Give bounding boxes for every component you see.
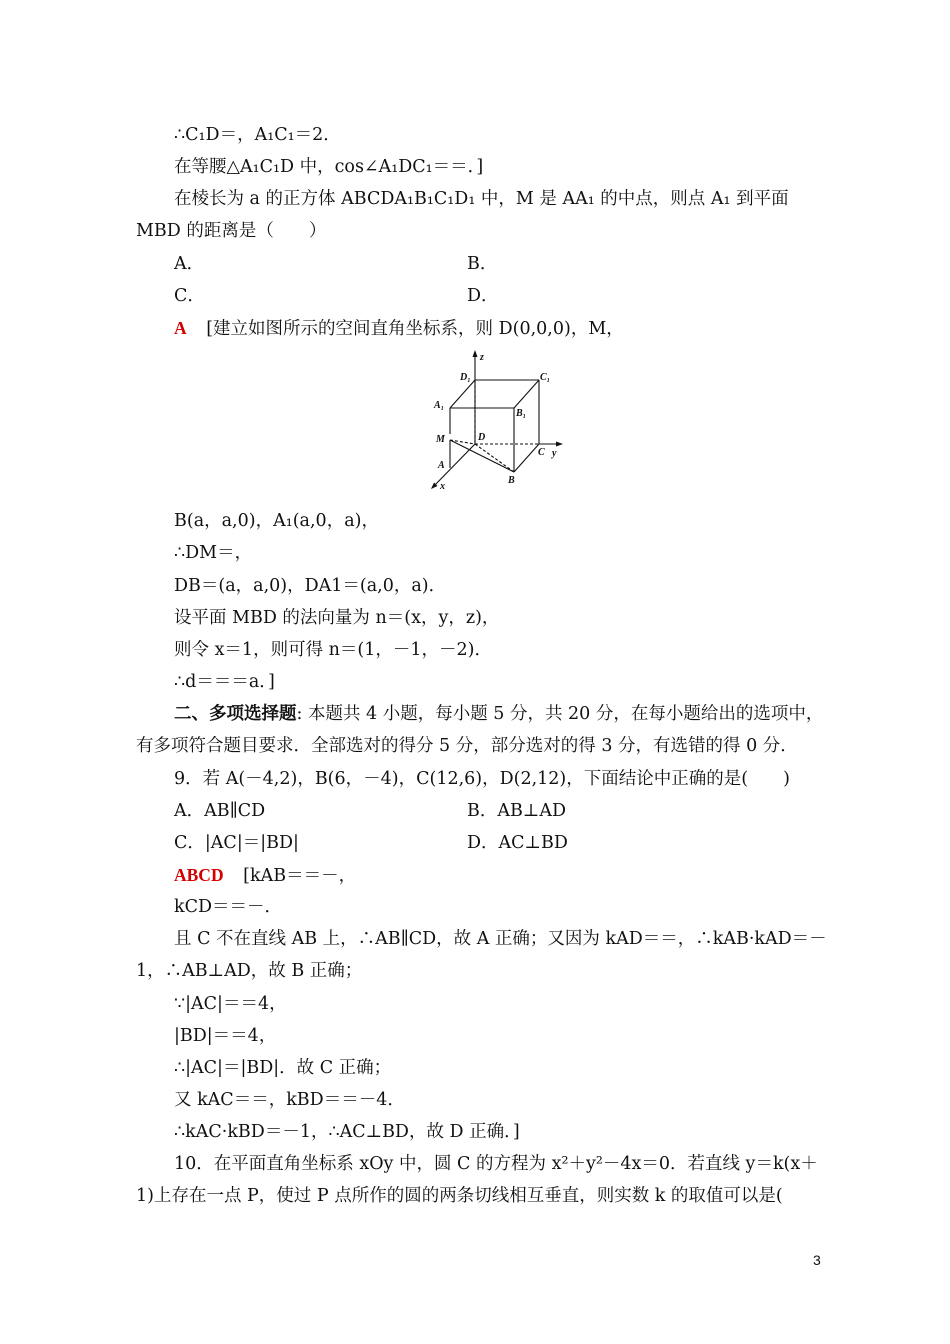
q9-option-b: B．AB⊥AD — [467, 801, 566, 821]
vertex-label-m: M — [436, 434, 445, 445]
q9-stem: 9．若 A(－4,2)，B(6，－4)，C(12,6)，D(2,12)，下面结论中正确的是( ) — [174, 769, 790, 789]
axis-label-x: x — [440, 481, 445, 490]
q8-stem-text-1: 在棱长为 a 的正方体 ABCDA₁B₁C₁D₁ 中，M 是 AA₁ 的中点，则点 A₁ 到平面 — [174, 189, 789, 209]
q8-option-d: D． — [467, 286, 499, 306]
q9-solution-line-9: ∴kAC·kBD＝－1，∴AC⊥BD，故 D 正确．] — [174, 1122, 520, 1142]
q10-stem-line-1: 10．在平面直角坐标系 xOy 中，圆 C 的方程为 x²＋y²－4x＝0．若直线 y＝k(x＋ — [174, 1154, 818, 1174]
section2-header-line-1 — [174, 703, 823, 725]
q9-solution-line-6: |BD|＝＝4， — [174, 1026, 277, 1046]
vertex-label-c: C — [538, 447, 545, 458]
q8-option-a: A． — [174, 254, 205, 274]
axis-label-y: y — [552, 448, 557, 459]
q10-stem-line-2: 1)上存在一点 P，使过 P 点所作的圆的两条切线相互垂直，则实数 k 的取值可以是( — [136, 1186, 783, 1206]
page-number: 3 — [813, 1252, 821, 1268]
q9-solution-line-8: 又 kAC＝＝，kBD＝＝－4． — [174, 1090, 405, 1110]
vertex-label-c1: C₁ — [540, 372, 551, 383]
q8-option-b: B． — [467, 254, 498, 274]
q9-answer-line — [174, 864, 356, 887]
vertex-label-d: D — [478, 432, 486, 443]
vertex-label-a: A — [438, 460, 445, 471]
q9-solution-line-7: ∴|AC|＝|BD|．故 C 正确； — [174, 1058, 392, 1078]
q9-option-c: C．|AC|＝|BD| — [174, 833, 299, 853]
q8-answer: A — [174, 318, 187, 338]
vertex-label-b1: B₁ — [516, 408, 527, 419]
q8-solution-line-2: B(a，a,0)，A₁(a,0，a)， — [174, 511, 379, 531]
vertex-label-b: B — [508, 475, 515, 486]
section2-description-2: 有多项符合题目要求．全部选对的得分 5 分，部分选对的得 3 分，有选错的得 0 分． — [136, 736, 798, 756]
q8-option-c: C． — [174, 286, 205, 306]
q8-solution-line-5: 设平面 MBD 的法向量为 n＝(x，y，z)， — [174, 608, 500, 628]
q8-solution-line-1: [建立如图所示的空间直角坐标系，则 D(0,0,0)，M， — [206, 319, 624, 339]
q9-answer: ABCD — [174, 865, 224, 885]
q9-solution-line-2: kCD＝＝－． — [174, 897, 283, 917]
q7-solution-line-1: ∴C₁D＝，A₁C₁＝2． — [174, 125, 341, 145]
q8-solution-line-7: ∴d＝＝＝a．] — [174, 672, 275, 692]
q9-option-a: A．AB∥CD — [174, 801, 266, 821]
q9-solution-line-3: 且 C 不在直线 AB 上，∴AB∥CD，故 A 正确；又因为 kAD＝＝，∴kAB·kAD＝－ — [174, 929, 827, 949]
cube-coordinate-figure — [430, 350, 570, 490]
q8-stem-line-2: MBD 的距离是（ ） — [136, 221, 327, 241]
q9-solution-line-1: [kAB＝＝－， — [243, 866, 357, 886]
q8-solution-line-6: 则令 x＝1，则可得 n＝(1，－1，－2)． — [174, 640, 492, 660]
q9-solution-line-4: 1，∴AB⊥AD，故 B 正确； — [136, 961, 363, 981]
vertex-label-a1: A₁ — [434, 400, 445, 411]
vertex-label-d1: D₁ — [460, 372, 471, 383]
q9-option-d: D．AC⊥BD — [467, 833, 568, 853]
section2-description-1: : 本题共 4 小题，每小题 5 分，共 20 分，在每小题给出的选项中， — [296, 704, 824, 724]
q9-solution-line-5: ∵|AC|＝＝4， — [174, 994, 287, 1014]
axis-label-z: z — [480, 352, 484, 363]
q8-solution-line-3: ∴DM＝， — [174, 543, 253, 563]
q8-solution-line-4: DB＝(a，a,0)，DA1＝(a,0，a)． — [174, 576, 447, 596]
q7-solution-line-2: 在等腰△A₁C₁D 中，cos∠A₁DC₁＝＝．] — [174, 157, 484, 177]
q8-answer-line — [174, 317, 624, 340]
q8-stem-line-1 — [174, 188, 789, 210]
section2-title: 二、多项选择题 — [174, 704, 297, 724]
